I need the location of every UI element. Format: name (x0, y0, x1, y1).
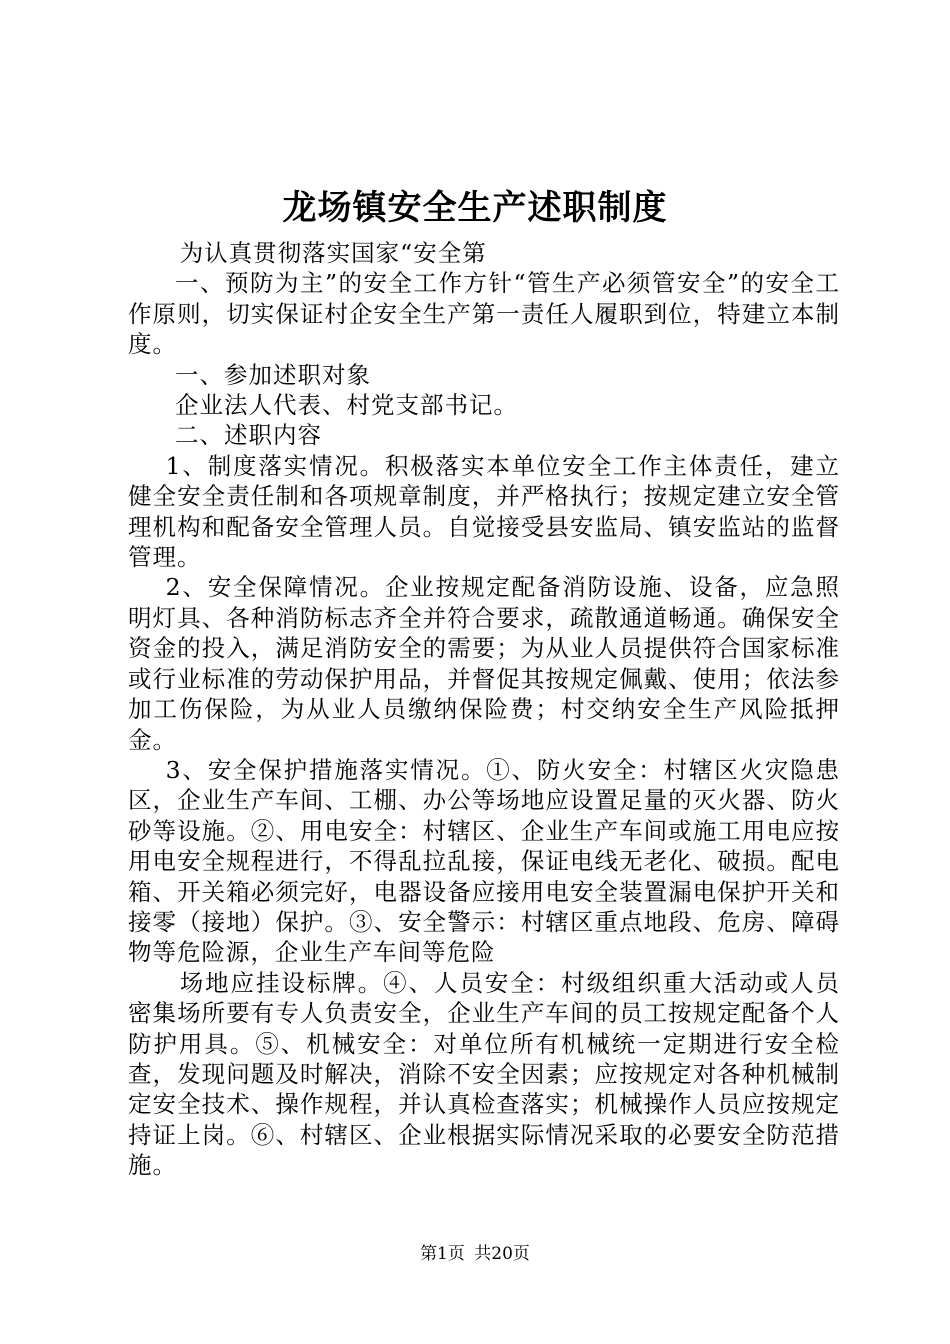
document-title: 龙场镇安全生产述职制度 (282, 188, 668, 228)
paragraph-intro-1: 为认真贯彻落实国家“安全第 (179, 239, 487, 267)
paragraph-intro-2: 一、预防为主”的安全工作方针“管生产必须管安全”的安全工作原则，切实保证村企安全生产第一责任人履职到位，特建立本制度。 (128, 269, 840, 359)
page-total: 共20页 (474, 1244, 530, 1264)
section-heading-participants: 一、参加述职对象 (175, 360, 371, 389)
section-heading-content: 二、述职内容 (175, 421, 322, 450)
paragraph-item-2: 2、安全保障情况。企业按规定配备消防设施、设备，应急照明灯具、各种消防标志齐全并符合要求，疏散通道畅通。确保安全资金的投入，满足消防安全的需要；为从业人员提供符合国家标准或行业标准的劳动保护用品，并督促其按规定佩戴、使用；依法参加工伤保险，为从业人员缴纳保险费；村交纳安全生产风险抵押金。 (128, 573, 840, 754)
paragraph-item-3: 3、安全保护措施落实情况。①、防火安全：村辖区火灾隐患区，企业生产车间、工棚、办公等场地应设置足量的灭火器、防火砂等设施。②、用电安全：村辖区、企业生产车间或施工用电应按用电安全规程进行，不得乱拉乱接，保证电线无老化、破损。配电箱、开关箱必须完好，电器设备应接用电安全装置漏电保护开关和接零（接地）保护。③、安全警示：村辖区重点地段、危房、障碍物等危险源，企业生产车间等危险 (128, 755, 840, 967)
paragraph-participants: 企业法人代表、村党支部书记。 (175, 391, 518, 420)
page-number: 第1页 (420, 1244, 465, 1264)
paragraph-item-3-continued: 场地应挂设标牌。④、人员安全：村级组织重大活动或人员密集场所要有专人负责安全，企业生产车间的员工按规定配备个人防护用具。⑤、机械安全：对单位所有机械统一定期进行安全检查，发现问题及时解决，消除不安全因素；应按规定对各种机械制定安全技术、操作规程，并认真检查落实；机械操作人员应按规定持证上岗。⑥、村辖区、企业根据实际情况采取的必要安全防范措施。 (128, 968, 840, 1180)
paragraph-item-1: 1、制度落实情况。积极落实本单位安全工作主体责任，建立健全安全责任制和各项规章制度，并严格执行；按规定建立安全管理机构和配备安全管理人员。自觉接受县安监局、镇安监站的监督管理。 (128, 451, 840, 572)
page-footer (0, 1243, 950, 1265)
document-body (128, 238, 840, 1181)
